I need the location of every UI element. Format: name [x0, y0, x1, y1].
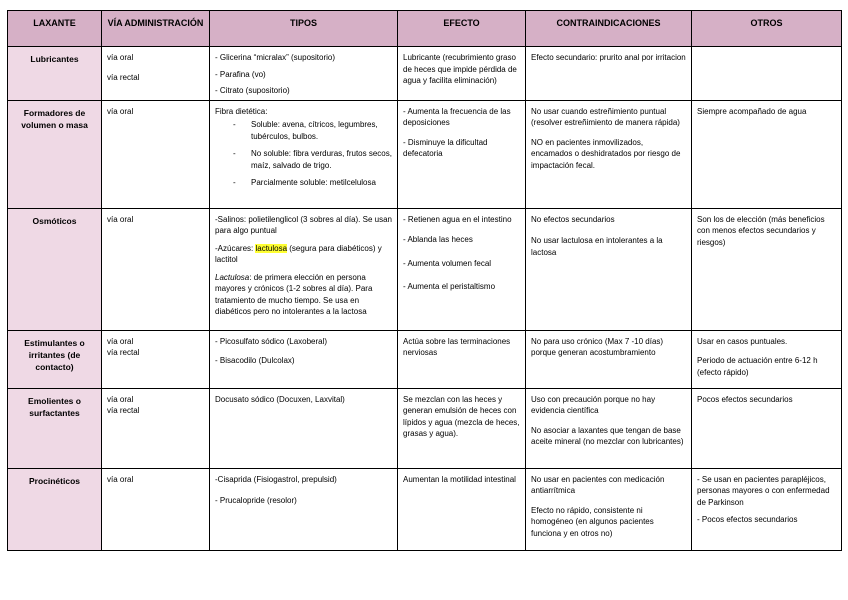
efecto-item: - Disminuye la dificultad defecatoria — [403, 137, 488, 158]
laxante-name: Procinéticos — [8, 468, 102, 550]
contra-item: No usar lactulosa en intolerantes a la lactosa — [531, 236, 663, 257]
tipo-item: - Citrato (supositorio) — [215, 86, 290, 95]
otros-item: Son los de elección (más beneficios con menos efectos secundarios y riesgos) — [697, 214, 825, 247]
table-row — [8, 330, 842, 388]
tipo-azucares — [215, 243, 392, 266]
tipo-item: -Cisaprida (Fisiogastrol, prepulsid) — [215, 474, 337, 484]
contra-cell — [526, 47, 692, 101]
otros-cell — [692, 330, 842, 388]
tipo-item: - Parafina (vo) — [215, 69, 266, 79]
contra-item: No efectos secundarios — [531, 214, 615, 224]
table-row — [8, 388, 842, 468]
tipo-item: - Bisacodilo (Dulcolax) — [215, 356, 295, 365]
otros-item: Siempre acompañado de agua — [697, 106, 807, 116]
tipos-cell — [210, 100, 398, 208]
header-laxante: LAXANTE — [8, 11, 102, 47]
tipo-salinos: -Salinos: polietilenglicol (3 sobres al día). Se usan para algo puntual — [215, 214, 392, 235]
lactulosa-em: Lactulosa — [215, 272, 250, 282]
via-cell — [102, 388, 210, 468]
efecto-cell — [398, 208, 526, 330]
contra-item: NO en pacientes inmovilizados, encamados o deshidratados por riesgo de impactación fecal. — [531, 137, 681, 170]
fibra-list — [215, 119, 392, 189]
via-item: vía oral — [107, 474, 134, 484]
otros-item: - Se usan en pacientes parapléjicos, personas mayores o con enfermedad de Parkinson — [697, 474, 830, 507]
via-item: vía rectal — [107, 348, 140, 357]
otros-item: Usar en casos puntuales. — [697, 336, 788, 346]
tipo-item: - Prucalopride (resolor) — [215, 496, 297, 505]
via-cell — [102, 47, 210, 101]
efecto-item: - Aumenta volumen fecal — [403, 258, 492, 268]
via-item: vía oral — [107, 53, 134, 62]
laxante-name: Formadores de volumen o masa — [8, 100, 102, 208]
contra-cell — [526, 100, 692, 208]
tipo-azucares-a: -Azúcares: — [215, 243, 256, 253]
contra-item: No asociar a laxantes que tengan de base aceite mineral (no mezclar con lubricantes) — [531, 425, 684, 446]
otros-item: - Pocos efectos secundarios — [697, 515, 798, 524]
efecto-cell — [398, 47, 526, 101]
via-cell — [102, 100, 210, 208]
efecto-cell — [398, 330, 526, 388]
otros-cell — [692, 47, 842, 101]
list-item: - No soluble: fibra verduras, frutos secos, maíz, salvado de trigo. — [251, 148, 392, 171]
efecto-item: Se mezclan con las heces y generan emulsión de heces con lípidos y agua (mezcla de heces, grasas y agua). — [403, 394, 520, 438]
tipos-cell — [210, 468, 398, 550]
header-contraindicaciones: CONTRAINDICACIONES — [526, 11, 692, 47]
contra-cell — [526, 388, 692, 468]
tipo-lactulosa-note — [215, 272, 392, 318]
otros-item: Periodo de actuación entre 6-12 h (efecto rápido) — [697, 356, 818, 377]
via-cell — [102, 208, 210, 330]
list-item: - Soluble: avena, cítricos, legumbres, tubérculos, bulbos. — [251, 119, 392, 142]
tipo-item: - Picosulfato sódico (Laxoberal) — [215, 336, 328, 346]
tipos-cell — [210, 388, 398, 468]
header-row — [8, 11, 842, 47]
efecto-item: - Retienen agua en el intestino — [403, 214, 512, 224]
efecto-cell — [398, 100, 526, 208]
header-efecto: EFECTO — [398, 11, 526, 47]
via-item: vía oral — [107, 394, 134, 404]
tipos-cell — [210, 330, 398, 388]
via-item: vía oral — [107, 214, 134, 224]
header-tipos: TIPOS — [210, 11, 398, 47]
contra-item: Efecto no rápido, consistente ni homogéneo (en algunos pacientes funciona y en otros no) — [531, 505, 654, 538]
efecto-item: - Aumenta el peristaltismo — [403, 282, 496, 291]
efecto-cell — [398, 388, 526, 468]
contra-item: Efecto secundario: prurito anal por irritacion — [531, 53, 686, 62]
efecto-item: Actúa sobre las terminaciones nerviosas — [403, 336, 511, 357]
contra-item: No usar cuando estreñimiento puntual (resolver estreñimiento de manera rápida) — [531, 106, 680, 127]
contra-item: No para uso crónico (Max 7 -10 días) porque generan acostumbramiento — [531, 336, 664, 357]
tipo-intro: Fibra dietética: — [215, 106, 268, 116]
table-row — [8, 100, 842, 208]
efecto-item: Aumentan la motilidad intestinal — [403, 474, 516, 484]
lactulosa-highlight: lactulosa — [255, 243, 288, 253]
via-item: vía rectal — [107, 406, 140, 415]
lactulosa-rest: : de primera elección en persona mayores y crónicos (1-2 sobres al día). Para tratamiento de mucho tiempo. Se usa en diabéticos pero no intolerantes a la lactosa — [215, 272, 373, 316]
contra-cell — [526, 330, 692, 388]
otros-cell — [692, 208, 842, 330]
tipos-cell — [210, 47, 398, 101]
contra-cell — [526, 208, 692, 330]
tipo-azucares-b: (segura para diabéticos) y lactitol — [215, 243, 382, 264]
table-row — [8, 208, 842, 330]
via-item: vía oral — [107, 336, 134, 346]
laxante-name: Osmóticos — [8, 208, 102, 330]
list-item: - Parcialmente soluble: metilcelulosa — [251, 177, 392, 189]
contra-item: No usar en pacientes con medicación antiarrítmica — [531, 474, 665, 495]
otros-cell — [692, 468, 842, 550]
otros-item: Pocos efectos secundarios — [697, 394, 793, 404]
table-row — [8, 468, 842, 550]
header-otros: OTROS — [692, 11, 842, 47]
efecto-item: Lubricante (recubrimiento graso de heces que impide pérdida de agua y facilita eliminación) — [403, 53, 517, 85]
via-cell — [102, 330, 210, 388]
otros-cell — [692, 100, 842, 208]
contra-item: Uso con precaución porque no hay evidencia científica — [531, 394, 656, 415]
otros-cell — [692, 388, 842, 468]
efecto-item: - Ablanda las heces — [403, 235, 473, 244]
table-row — [8, 47, 842, 101]
header-via: VÍA ADMINISTRACIÓN — [102, 11, 210, 47]
tipos-cell — [210, 208, 398, 330]
via-item: vía oral — [107, 106, 134, 116]
via-cell — [102, 468, 210, 550]
efecto-item: - Aumenta la frecuencia de las deposiciones — [403, 106, 511, 127]
contra-cell — [526, 468, 692, 550]
laxatives-table — [7, 10, 842, 551]
via-item: vía rectal — [107, 72, 140, 82]
tipo-item: Docusato sódico (Docuxen, Laxvital) — [215, 394, 345, 404]
laxante-name: Lubricantes — [8, 47, 102, 101]
tipo-item: - Glicerina “micralax” (supositorio) — [215, 53, 336, 62]
laxante-name: Estimulantes o irritantes (de contacto) — [8, 330, 102, 388]
efecto-cell — [398, 468, 526, 550]
laxante-name: Emolientes o surfactantes — [8, 388, 102, 468]
